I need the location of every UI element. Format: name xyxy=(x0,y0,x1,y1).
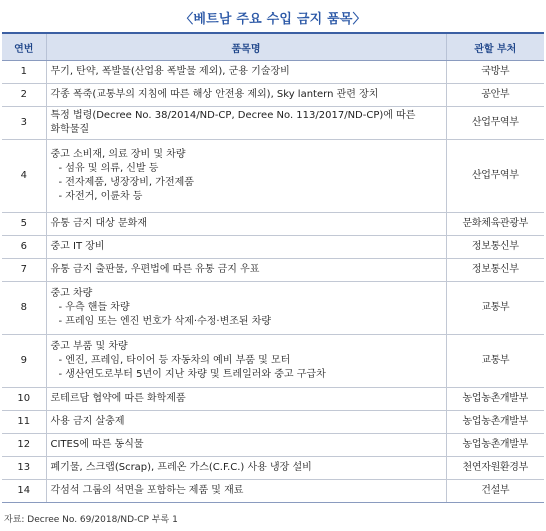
table-row xyxy=(2,107,544,140)
item-name-line: 중고 부품 및 차량 xyxy=(50,341,128,352)
ministry-cell: 산업무역부 xyxy=(446,140,544,213)
table-body xyxy=(2,61,544,503)
item-name-line: 유통 금지 대상 문화재 xyxy=(50,218,147,229)
item-name-line: 사용 금지 살충제 xyxy=(50,416,125,427)
row-number: 7 xyxy=(2,259,46,282)
row-number: 14 xyxy=(2,480,46,503)
row-number: 9 xyxy=(2,335,46,388)
table-row xyxy=(2,282,544,335)
row-number: 11 xyxy=(2,411,46,434)
row-number: 12 xyxy=(2,434,46,457)
ministry-cell: 산업무역부 xyxy=(446,107,544,140)
row-number: 10 xyxy=(2,388,46,411)
table-row xyxy=(2,480,544,503)
item-name-cell xyxy=(46,388,446,411)
table-row xyxy=(2,388,544,411)
item-name-cell xyxy=(46,335,446,388)
row-number: 3 xyxy=(2,107,46,140)
item-name-line: 무기, 탄약, 폭발물(산업용 폭발물 제외), 군용 기술장비 xyxy=(50,66,290,77)
item-name-cell xyxy=(46,236,446,259)
table-row xyxy=(2,335,544,388)
table-row xyxy=(2,61,544,84)
table-header-row xyxy=(2,33,544,61)
item-name-line: 중고 소비재, 의료 장비 및 차량 xyxy=(50,149,186,160)
row-number: 13 xyxy=(2,457,46,480)
item-name-cell xyxy=(46,140,446,213)
prohibited-items-table xyxy=(2,32,544,503)
item-name-line: 폐기물, 스크랩(Scrap), 프레온 가스(C.F.C.) 사용 냉장 설비 xyxy=(50,462,312,473)
item-name-line: 중고 차량 xyxy=(50,288,93,299)
source-note: 자료: Decree No. 69/2018/ND-CP 부록 1 xyxy=(4,515,178,525)
table-row xyxy=(2,236,544,259)
item-sub-line: - 우측 핸들 차량 xyxy=(58,302,130,313)
table-row xyxy=(2,457,544,480)
header-dept: 관할 부처 xyxy=(446,33,544,61)
item-name-line: 각섬석 그룹의 석면을 포함하는 제품 및 재료 xyxy=(50,485,244,496)
item-sub-line: - 전자제품, 냉장장비, 가전제품 xyxy=(58,177,194,188)
row-number: 8 xyxy=(2,282,46,335)
row-number: 5 xyxy=(2,213,46,236)
item-name-cell xyxy=(46,434,446,457)
item-name-cell xyxy=(46,457,446,480)
page-title: 〈베트남 주요 수입 금지 품목〉 xyxy=(180,12,366,27)
item-name-cell xyxy=(46,282,446,335)
ministry-cell: 정보통신부 xyxy=(446,236,544,259)
item-sub-line: - 프레임 또는 엔진 번호가 삭제·수정·변조된 차량 xyxy=(58,316,272,327)
ministry-cell: 공안부 xyxy=(446,84,544,107)
item-name-line: 화학물질 xyxy=(50,124,90,135)
ministry-cell: 천연자원환경부 xyxy=(446,457,544,480)
ministry-cell: 교통부 xyxy=(446,335,544,388)
ministry-cell: 정보통신부 xyxy=(446,259,544,282)
item-name-cell xyxy=(46,213,446,236)
item-name-line: 로테르담 협약에 따른 화학제품 xyxy=(50,393,186,404)
table-row xyxy=(2,259,544,282)
row-number: 6 xyxy=(2,236,46,259)
item-name-cell xyxy=(46,107,446,140)
item-name-line: 중고 IT 장비 xyxy=(50,241,105,252)
ministry-cell: 건설부 xyxy=(446,480,544,503)
ministry-cell: 농업농촌개발부 xyxy=(446,411,544,434)
table-row xyxy=(2,411,544,434)
table-row xyxy=(2,213,544,236)
item-sub-line: - 엔진, 프레임, 타이어 등 자동차의 예비 부품 및 모터 xyxy=(58,355,291,366)
ministry-cell: 농업농촌개발부 xyxy=(446,388,544,411)
item-name-cell xyxy=(46,411,446,434)
item-name-line: 특정 법령(Decree No. 38/2014/ND-CP, Decree No. 113/2017/ND-CP)에 따른 xyxy=(50,110,416,121)
header-item: 품목명 xyxy=(46,33,446,61)
item-name-cell xyxy=(46,480,446,503)
item-sub-line: - 생산연도로부터 5년이 지난 차량 및 트레일러와 중고 구급차 xyxy=(58,369,326,380)
ministry-cell: 문화체육관광부 xyxy=(446,213,544,236)
ministry-cell: 교통부 xyxy=(446,282,544,335)
table-row xyxy=(2,84,544,107)
item-name-line: CITES에 따른 동식물 xyxy=(50,439,144,450)
item-sub-line: - 섬유 및 의류, 신발 등 xyxy=(58,163,159,174)
item-sub-line: - 자전거, 이륜차 등 xyxy=(58,191,143,202)
item-name-cell xyxy=(46,61,446,84)
item-name-line: 유통 금지 출판물, 우편법에 따른 유통 금지 우표 xyxy=(50,264,260,275)
table-row xyxy=(2,140,544,213)
ministry-cell: 농업농촌개발부 xyxy=(446,434,544,457)
item-name-line: 각종 폭죽(교통부의 지침에 따른 해상 안전용 제외), Sky lantern 관련 장치 xyxy=(50,89,379,100)
row-number: 2 xyxy=(2,84,46,107)
row-number: 1 xyxy=(2,61,46,84)
item-name-cell xyxy=(46,84,446,107)
header-num: 연번 xyxy=(2,33,46,61)
row-number: 4 xyxy=(2,140,46,213)
item-name-cell xyxy=(46,259,446,282)
ministry-cell: 국방부 xyxy=(446,61,544,84)
table-row xyxy=(2,434,544,457)
